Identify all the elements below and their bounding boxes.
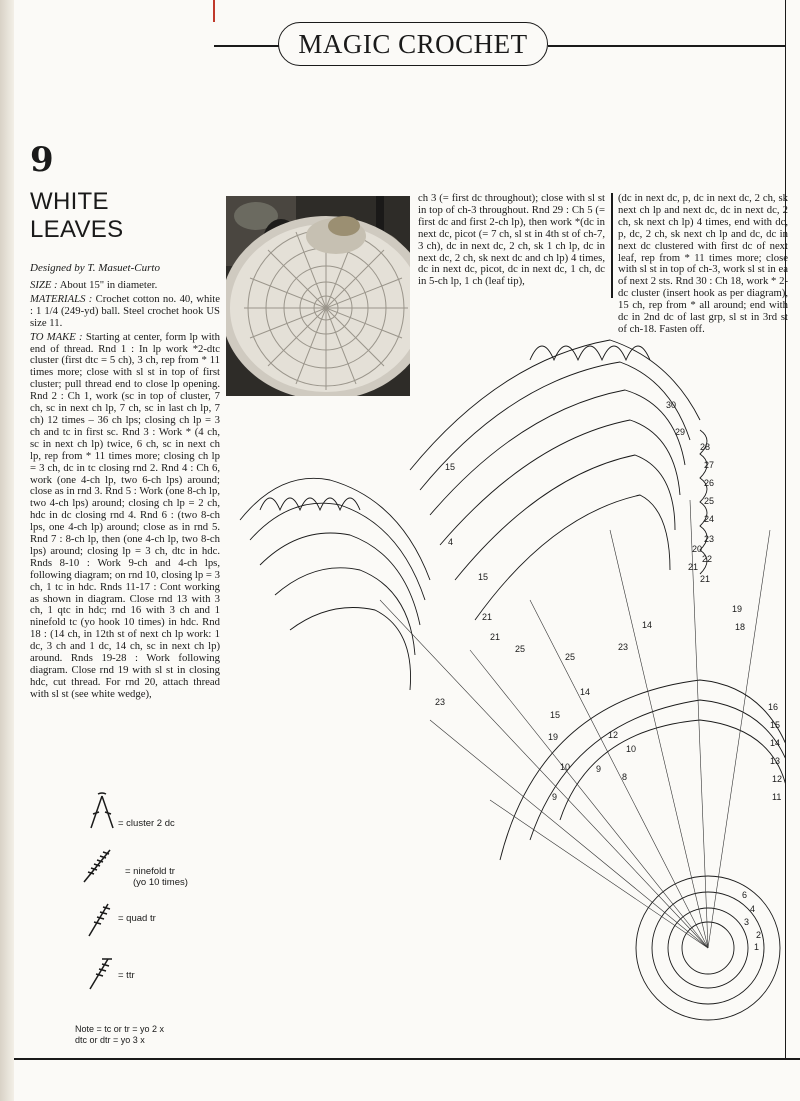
- pattern-title: [30, 188, 220, 244]
- row-label: 21: [688, 562, 699, 572]
- pattern-number: 9: [30, 140, 54, 180]
- pattern-title-line1: WHITE: [30, 188, 109, 215]
- ninefold-tr-icon: [78, 846, 118, 886]
- diagram-inner-lobes: [500, 680, 785, 860]
- row-label: 13: [770, 756, 781, 766]
- tomake-label: TO MAKE :: [30, 330, 83, 343]
- magazine-title: MAGIC CROCHET: [298, 28, 528, 59]
- tomake-text: Starting at center, form lp with end of thread. Rnd 1 : In lp work *2-dtc cluster (first dtc = 5 ch), 3 ch, rep from * 11 times more; close with sl st in top of first cluster; pull thread end to close lp opening. Rnd 2 : Ch 1, work (sc in top of cluster, 7 ch, sc in next ch lp, 7 ch, sc in last ch lp, 7 ch) 12 times – 36 ch lps; closing ch lp = 3 ch and tc in first sc. Rnd 3 : Work * (4 ch, sc in next ch lp) twice, 6 ch, sc in next ch lp, rep from * 11 times more; closing ch lp = 3 ch, dc in tc closing rnd 2. Rnd 4 : Ch 6, work (one 4-ch lp, two 6-ch lps) around; close as in rnd 3. Rnd 5 : Work (one 8-ch lp, two 4-ch lps) around; closing ch lp = 2 ch, hdc in dc closing rnd 4. Rnd 6 : (two 8-ch lps, one 4-ch lp) around; close as in rnd 5. Rnd 7 : 8-ch lp, then (one 4-ch lp, two 8-ch lps) around; closing lp = 3 ch, dtc in hdc. Rnds 8-10 : Work 9-ch and 4-ch lps, following diagram; on rnd 10, closing lp = 3 ch, 1 tc in hdc. Rnds 11-17 : Cont working as shown in diagram. Close rnd 13 with 3 ch, 1 qtc in hdc; rnd 16 with 3 ch and 1 ninefold tc (yo hook 10 times) in hdc. Rnd 18 : (14 ch, in 12th st of next ch lp work: 1 dc, 3 ch and 1 dc, 14 ch, sc in next ch lp) around. Rnds 19-28 : Work following diagram. Close rnd 19 with sl st in closing hdc, cut thread. For rnd 20, attach thread with sl st (see white wedge),: [30, 330, 220, 700]
- row-label: 18: [735, 622, 746, 632]
- page-gutter: [0, 0, 14, 1101]
- header-rule-right: [548, 45, 786, 47]
- row-label: 6: [742, 890, 748, 900]
- ninefold-label-2: (yo 10 times): [133, 877, 188, 888]
- row-label: 29: [675, 427, 686, 437]
- ttr-label: = ttr: [118, 970, 135, 981]
- row-label: 21: [490, 632, 501, 642]
- note-line-2: dtc or dtr = yo 3 x: [75, 1035, 145, 1045]
- row-label: 12: [608, 730, 619, 740]
- row-label: 9: [552, 792, 558, 802]
- crochet-diagram: [230, 300, 785, 1040]
- diagram-leaf-left: [240, 478, 430, 690]
- row-label: 15: [770, 720, 781, 730]
- diagram-leaf-upper: [410, 340, 703, 620]
- row-label: 15: [445, 462, 456, 472]
- row-label: 25: [515, 644, 526, 654]
- cluster-label: = cluster 2 dc: [118, 818, 175, 829]
- header: [278, 22, 550, 66]
- materials-label: MATERIALS :: [30, 292, 93, 305]
- row-label: 21: [482, 612, 493, 622]
- size-label: SIZE :: [30, 279, 58, 291]
- row-label: 2: [756, 930, 762, 940]
- row-label: 15: [550, 710, 561, 720]
- row-label: 23: [618, 642, 629, 652]
- row-label: 19: [732, 604, 743, 614]
- header-rule-left: [214, 45, 280, 47]
- materials-text: Crochet cotton no. 40, white : 1 1/4 (249-yd) ball. Steel crochet hook US size 11.: [30, 292, 221, 329]
- row-label: 10: [626, 744, 637, 754]
- row-label: 9: [596, 764, 602, 774]
- quad-tr-icon: [84, 900, 114, 940]
- row-label: 16: [768, 702, 779, 712]
- row-label: 10: [560, 762, 571, 772]
- row-label: 25: [704, 496, 715, 506]
- row-label: 24: [704, 514, 715, 524]
- bookmark-tick: [213, 0, 215, 22]
- cluster-icon: [88, 792, 116, 832]
- row-label: 22: [702, 554, 713, 564]
- row-label: 4: [448, 537, 454, 547]
- note-line-1: Note = tc or tr = yo 2 x: [75, 1024, 165, 1034]
- diagram-spokes: [380, 500, 770, 948]
- row-label: 15: [478, 572, 489, 582]
- quad-tr-label: = quad tr: [118, 913, 156, 924]
- designer-credit: Designed by T. Masuet-Curto: [30, 262, 160, 274]
- row-label: 3: [744, 917, 750, 927]
- row-label: 25: [565, 652, 576, 662]
- row-label: 23: [435, 697, 446, 707]
- instructions-column-3: ch 3 (= first dc throughout); close with sl st in top of ch-3 throughout. Rnd 29 : Ch 5 (= first dc and first 2-ch lp), then work *(dc in next dc, picot (= 7 ch, sl st in 4th st of ch-7, 3 ch), dc in next dc, 2 ch, sk 1 ch lp, dc in next dc, 2 ch, sk next dc and ch lp) 4 times, dc in next dc, picot, dc in next dc, 1 ch, dc in 5-ch lp, 1 ch (leaf tip),: [418, 192, 605, 288]
- row-label: 21: [700, 574, 711, 584]
- row-label: 27: [704, 460, 715, 470]
- row-label: 11: [772, 792, 782, 802]
- row-label: 28: [700, 442, 711, 452]
- instructions-column-4: (dc in next dc, p, dc in next dc, 2 ch, sk next ch lp and next dc, dc in next dc, 2 ch, sk next ch lp) 4 times, end with dc, p, dc, 2 ch, sk next ch lp and dc, dc in next dc clustered with first dc of next leaf, rep from * 11 times more; close with sl st in top of ch-3, work sl st in ea of next 2 sts. Rnd 30 : Ch 18, work * 2-dc cluster (insert hook as per diagram), 15 ch, rep from * all around; end with dc in 2nd dc of last grp, sl st in 3rd st of ch-18. Fasten off.: [618, 192, 788, 335]
- header-badge: [278, 22, 548, 66]
- size-text: About 15" in diameter.: [59, 279, 158, 291]
- pattern-title-line2: LEAVES: [30, 216, 124, 243]
- row-label: 26: [704, 478, 715, 488]
- row-label: 1: [754, 942, 760, 952]
- row-label: 19: [548, 732, 559, 742]
- row-label: 30: [666, 400, 677, 410]
- row-label: 14: [770, 738, 781, 748]
- ttr-icon: [84, 956, 114, 992]
- diagram-scallops: [260, 346, 707, 574]
- row-label: 12: [772, 774, 783, 784]
- ninefold-label-1: = ninefold tr: [125, 866, 175, 877]
- diagram-row-numbers: [435, 400, 782, 952]
- bottom-border: [14, 1058, 800, 1060]
- instructions-column-1: [30, 280, 220, 703]
- row-label: 14: [580, 687, 591, 697]
- row-label: 23: [704, 534, 715, 544]
- row-label: 8: [622, 772, 628, 782]
- column-divider: [611, 193, 613, 298]
- abbreviation-note: [75, 1024, 164, 1046]
- row-label: 4: [750, 904, 756, 914]
- row-label: 14: [642, 620, 653, 630]
- row-label: 20: [692, 544, 703, 554]
